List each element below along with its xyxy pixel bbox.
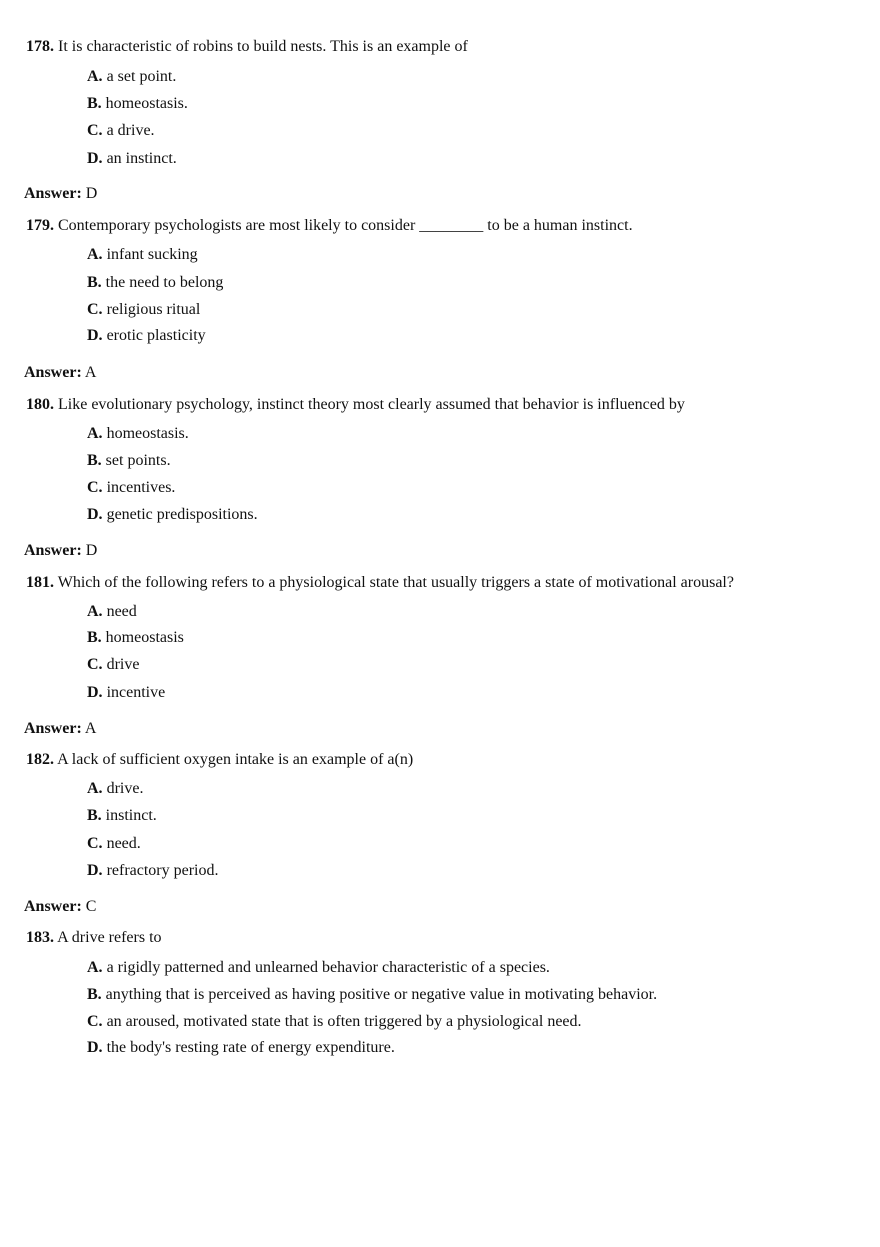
option-letter: D. <box>87 506 103 523</box>
answer-label: Answer: <box>24 364 82 381</box>
option-text: homeostasis. <box>106 425 189 442</box>
option-178-a <box>87 67 176 87</box>
option-text: genetic predispositions. <box>106 506 258 523</box>
question-text: It is characteristic of robins to build nests. This is an example of <box>58 38 468 55</box>
option-183-b <box>87 985 657 1005</box>
question-number: 180. <box>26 396 54 413</box>
answer-180 <box>24 541 97 561</box>
option-text: drive. <box>106 780 144 797</box>
option-182-a <box>87 779 143 799</box>
option-179-b <box>87 273 223 293</box>
option-letter: B. <box>87 986 102 1003</box>
option-text: the need to belong <box>105 274 224 291</box>
option-letter: A. <box>87 246 103 263</box>
question-182 <box>26 750 413 770</box>
option-180-c <box>87 478 175 498</box>
option-letter: D. <box>87 862 103 879</box>
option-text: erotic plasticity <box>106 327 206 344</box>
question-number: 182. <box>26 751 54 768</box>
question-number: 178. <box>26 38 54 55</box>
answer-value: D <box>85 542 98 559</box>
option-178-c <box>87 121 155 141</box>
option-180-d <box>87 505 258 525</box>
option-181-d <box>87 683 165 703</box>
option-text: instinct. <box>105 807 157 824</box>
option-letter: C. <box>87 122 103 139</box>
option-text: infant sucking <box>106 246 198 263</box>
option-letter: C. <box>87 656 103 673</box>
question-180 <box>26 395 685 415</box>
answer-label: Answer: <box>24 185 82 202</box>
option-183-a <box>87 958 550 978</box>
answer-value: A <box>84 720 97 737</box>
option-letter: A. <box>87 959 103 976</box>
option-text: refractory period. <box>106 862 219 879</box>
option-letter: A. <box>87 603 103 620</box>
answer-value: D <box>85 185 98 202</box>
option-text: a drive. <box>106 122 155 139</box>
answer-182 <box>24 897 96 917</box>
answer-value: A <box>84 364 97 381</box>
question-181 <box>26 573 734 593</box>
answer-value: C <box>85 898 97 915</box>
option-text: anything that is perceived as having positive or negative value in motivating behavior. <box>105 986 658 1003</box>
option-182-d <box>87 861 219 881</box>
question-183 <box>26 928 162 948</box>
option-text: drive <box>106 656 140 673</box>
option-letter: D. <box>87 1039 103 1056</box>
option-letter: C. <box>87 1013 103 1030</box>
option-letter: A. <box>87 425 103 442</box>
option-letter: B. <box>87 95 102 112</box>
option-letter: B. <box>87 629 102 646</box>
answer-label: Answer: <box>24 542 82 559</box>
option-179-d <box>87 326 206 346</box>
option-text: incentives. <box>106 479 176 496</box>
question-179 <box>26 216 633 236</box>
option-text: the body's resting rate of energy expenditure. <box>106 1039 395 1056</box>
option-letter: C. <box>87 479 103 496</box>
option-text: a rigidly patterned and unlearned behavior characteristic of a species. <box>106 959 550 976</box>
question-number: 181. <box>26 574 54 591</box>
answer-label: Answer: <box>24 720 82 737</box>
question-178 <box>26 37 468 57</box>
option-letter: D. <box>87 327 103 344</box>
option-181-a <box>87 602 137 622</box>
option-text: an instinct. <box>106 150 177 167</box>
option-179-c <box>87 300 200 320</box>
option-letter: D. <box>87 150 103 167</box>
question-text: Like evolutionary psychology, instinct theory most clearly assumed that behavior is influenced by <box>58 396 685 413</box>
option-183-c <box>87 1012 582 1032</box>
option-letter: D. <box>87 684 103 701</box>
question-text: A drive refers to <box>57 929 162 946</box>
option-letter: C. <box>87 301 103 318</box>
option-text: religious ritual <box>106 301 201 318</box>
option-letter: C. <box>87 835 103 852</box>
option-180-b <box>87 451 171 471</box>
answer-label: Answer: <box>24 898 82 915</box>
option-text: need <box>106 603 137 620</box>
option-text: an aroused, motivated state that is often triggered by a physiological need. <box>106 1013 582 1030</box>
option-182-b <box>87 806 157 826</box>
option-181-c <box>87 655 139 675</box>
option-182-c <box>87 834 141 854</box>
option-text: a set point. <box>106 68 177 85</box>
option-text: incentive <box>106 684 166 701</box>
option-letter: A. <box>87 780 103 797</box>
option-letter: B. <box>87 807 102 824</box>
answer-181 <box>24 719 96 739</box>
question-text: A lack of sufficient oxygen intake is an example of a(n) <box>57 751 414 768</box>
option-178-d <box>87 149 177 169</box>
answer-178 <box>24 184 97 204</box>
option-180-a <box>87 424 189 444</box>
option-178-b <box>87 94 188 114</box>
option-text: set points. <box>105 452 171 469</box>
question-text: Which of the following refers to a physiological state that usually triggers a state of motivational arousal? <box>57 574 734 591</box>
option-letter: A. <box>87 68 103 85</box>
option-183-d <box>87 1038 395 1058</box>
option-text: need. <box>106 835 141 852</box>
option-letter: B. <box>87 452 102 469</box>
option-text: homeostasis. <box>105 95 188 112</box>
answer-179 <box>24 363 96 383</box>
option-179-a <box>87 245 198 265</box>
option-text: homeostasis <box>105 629 184 646</box>
question-number: 179. <box>26 217 54 234</box>
question-number: 183. <box>26 929 54 946</box>
option-letter: B. <box>87 274 102 291</box>
option-181-b <box>87 628 184 648</box>
question-text: Contemporary psychologists are most likely to consider ________ to be a human instinct. <box>58 217 633 234</box>
